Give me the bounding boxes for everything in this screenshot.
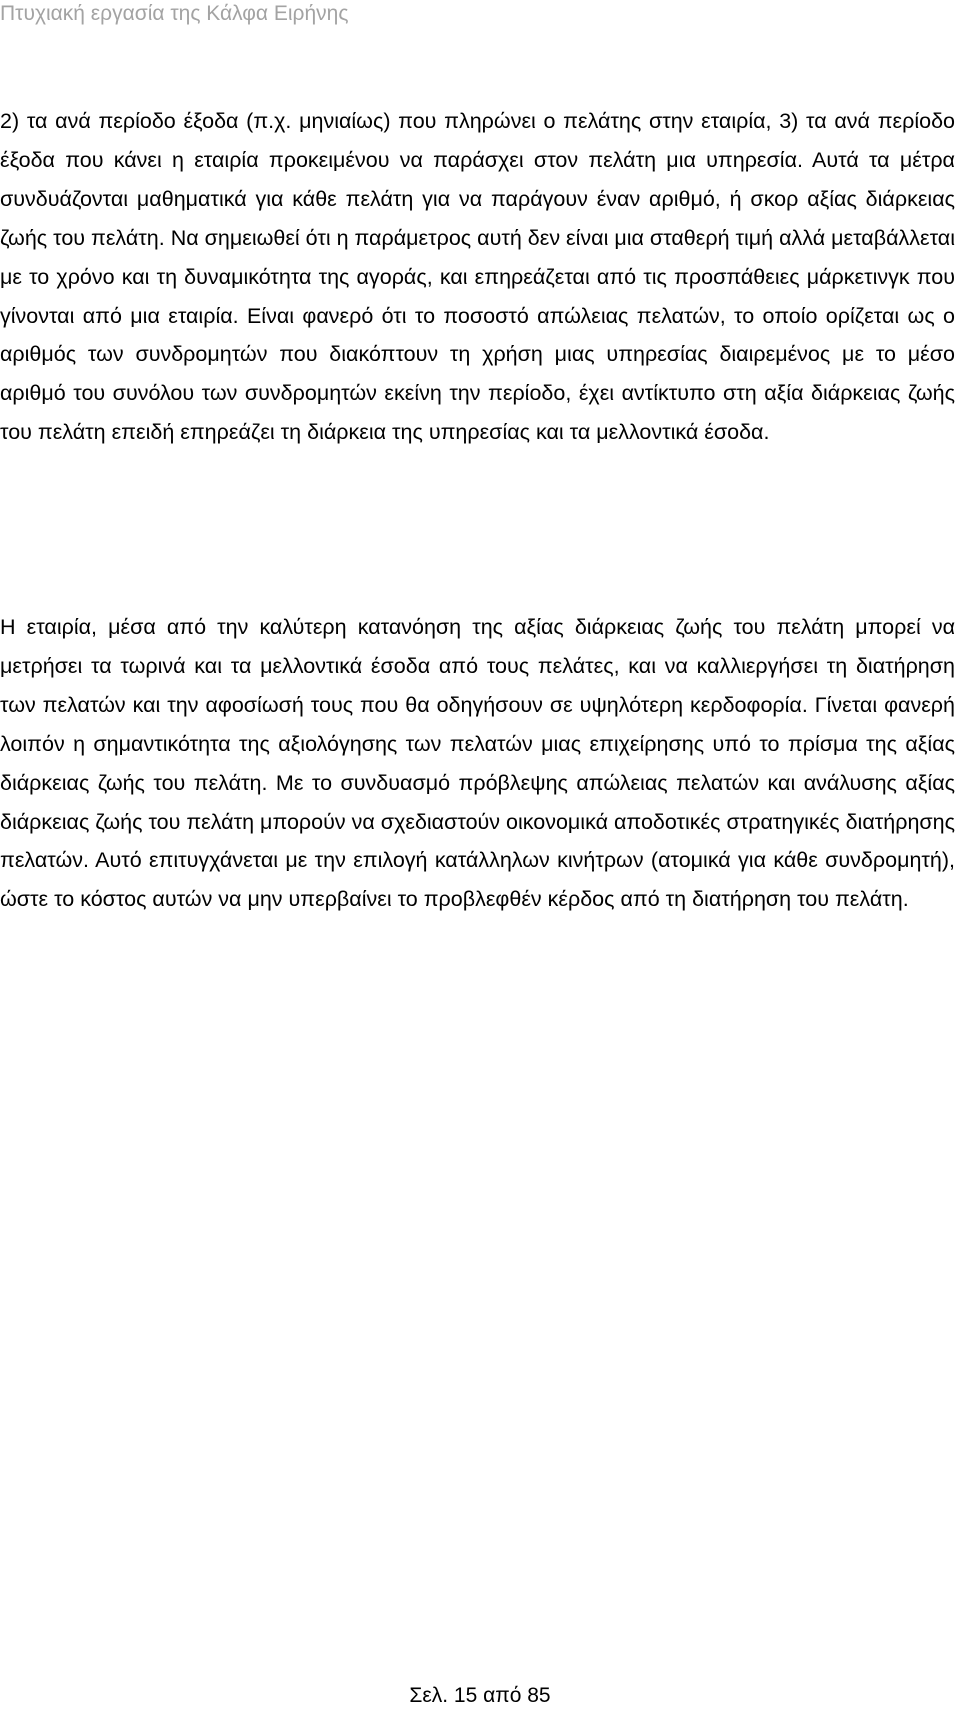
paragraph-1: 2) τα ανά περίοδο έξοδα (π.χ. μηνιαίως) που πληρώνει ο πελάτης στην εταιρία, 3) τα ανά περίοδο έξοδα που κάνει η εταιρία προκειμένου να παράσχει στον πελάτη μια υπηρεσία. Αυτά τα μέτρα συνδυάζονται μαθηματικά για κάθε πελάτη για να παράγουν έναν αριθμό, ή σκορ αξίας διάρκειας ζωής του πελάτη. Να σημειωθεί ότι η παράμετρος αυτή δεν είναι μια σταθερή τιμή αλλά μεταβάλλεται με το χρόνο και τη δυναμικότητα της αγοράς, και επηρεάζεται από τις προσπάθειες μάρκετινγκ που γίνονται από μια εταιρία. Είναι φανερό ότι το ποσοστό απώλειας πελατών, το οποίο ορίζεται ως ο αριθμός των συνδρομητών που διακόπτουν τη χρήση μιας υπηρεσίας διαιρεμένος με το μέσο αριθμό του συνόλου των συνδρομητών εκείνη την περίοδο, έχει αντίκτυπο στη αξία διάρκειας ζωής του πελάτη επειδή επηρεάζει τη διάρκεια της υπηρεσίας και τα μελλοντικά έσοδα. xyxy=(0,109,955,445)
paragraph-2: Η εταιρία, μέσα από την καλύτερη κατανόηση της αξίας διάρκειας ζωής του πελάτη μπορεί να μετρήσει τα τωρινά και τα μελλοντικά έσοδα από τους πελάτες, και να καλλιεργήσει τη διατήρηση των πελατών και την αφοσίωσή τους που θα οδηγήσουν σε υψηλότερη κερδοφορία. Γίνεται φανερή λοιπόν η σημαντικότητα της αξιολόγησης των πελατών μιας επιχείρησης υπό το πρίσμα της αξίας διάρκειας ζωής του πελάτη. Με το συνδυασμό πρόβλεψης απώλειας πελατών και ανάλυσης αξίας διάρκειας ζωής του πελάτη μπορούν να σχεδιαστούν οικονομικά αποδοτικές στρατηγικές διατήρησης πελατών. Αυτό επιτυγχάνεται με την επιλογή κατάλληλων κινήτρων (ατομικά για κάθε συνδρομητή), ώστε το κόστος αυτών να μην υπερβαίνει το προβλεφθέν κέρδος από τη διατήρηση του πελάτη. xyxy=(0,615,955,912)
page-number: Σελ. 15 από 85 xyxy=(409,1684,551,1707)
running-header: Πτυχιακή εργασία της Κάλφα Ειρήνης xyxy=(0,2,349,25)
